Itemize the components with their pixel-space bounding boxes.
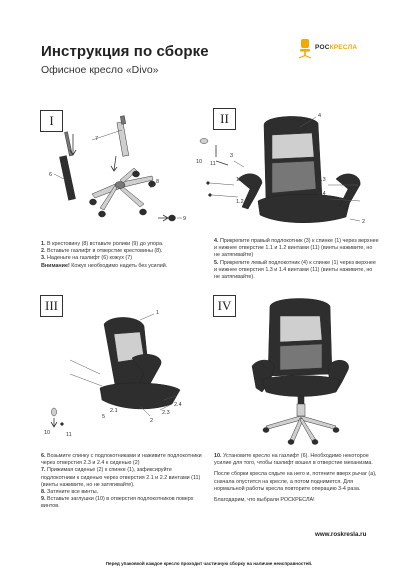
step-2-text <box>214 238 379 281</box>
step-1-label-7: 7 <box>95 136 99 142</box>
step-2-label-3: 3 <box>230 153 234 159</box>
step-4-line: Благодарим, что выбрали РОСКРЕСЛА! <box>214 497 315 504</box>
step-2-illustration <box>196 105 370 230</box>
step-1-numeral: I <box>40 110 63 132</box>
step-3-label-2.4: 2.4 <box>174 402 182 408</box>
step-2-label-1.3: 1.3 <box>318 177 326 183</box>
step-4-line: После сборки кресла сядьте на него и, потяните вверх рычаг (а), сначала опустится на кресле, а потом поднимется. Для нормальной работы кресла повторите операцию 3-4 раза. <box>214 471 377 492</box>
step-1-label-8: 8 <box>156 179 160 185</box>
step-2-label-10: 10 <box>196 159 203 165</box>
step-2-label-1.4: 1.4 <box>318 191 326 197</box>
step-2-label-2: 2 <box>362 219 366 225</box>
step-2-label-1.2: 1.2 <box>236 199 244 205</box>
step-3-label-2: 2 <box>150 418 154 424</box>
step-3-label-2.1: 2.1 <box>110 408 118 414</box>
step-3-line: 9. Вставьте заглушки (10) в отверстия подлокотников поверх винтов. <box>41 496 194 510</box>
step-1-line: 3. Наденьте на газлифт (6) кожух (7) <box>41 255 132 262</box>
step-1-line: Внимание! Кожух необходимо надеть без усилий. <box>41 262 168 269</box>
step-3-label-11: 11 <box>66 432 72 438</box>
five-star-base <box>92 168 153 210</box>
step-3-text <box>41 453 206 511</box>
step-2-line: 5. Прикрепите левый подлокотник (4) к спинке (1) через верхнее и нижнее отверстия 1.3 и 1.4 винтами (11) (винты наживите, но не затягивайте). <box>214 259 376 281</box>
step-2-line: 4. Прикрепите правый подлокотник (3) к спинке (1) через верхнее и нижнее отверстие 1.1 и 1.2 винтами (11) (винты наживите, но не затягивайте) <box>214 238 379 259</box>
step-1-label-6: 6 <box>49 172 53 178</box>
logo-text-dark: РОС <box>315 44 330 51</box>
step-3-label-5: 5 <box>102 414 106 420</box>
step-1-line: 1. В крестовину (8) вставьте ролики (9) до упора. <box>41 241 164 247</box>
page-subtitle: Офисное кресло «Divo» <box>41 64 159 76</box>
step-4-line: 10. Установите кресло на газлифт (6). Необходимо некоторое усилие для того, чтобы газлифт вошел в отверстие механизма. <box>214 453 373 467</box>
footer-note: Перед упаковкой каждое кресло проходит частичную сборку на наличие неисправностей. <box>105 561 313 566</box>
brand-logo <box>315 44 357 51</box>
step-1-line: 2. Вставьте газлифт в отверстие крестовины (8). <box>41 248 163 255</box>
step-3-line: 6. Возьмите спинку с подлокотниками и наживите подлокотники через отверстия 2.3 и 2.4 к сиденью (2) <box>41 453 202 467</box>
step-2-label-1.1: 1.1 <box>236 177 244 183</box>
step-2-numeral: II <box>213 108 236 130</box>
step-3-line: 8. Затяните все винты. <box>41 489 99 496</box>
step-1-text <box>41 241 201 270</box>
step-3-numeral: III <box>40 295 63 317</box>
step-3-label-10: 10 <box>44 430 51 436</box>
step-3-label-1: 1 <box>156 310 160 316</box>
step-3-illustration <box>40 300 205 440</box>
step-4-text <box>214 453 379 504</box>
casters <box>263 428 339 445</box>
step-3-label-2.3: 2.3 <box>162 410 170 416</box>
step-2-label-4: 4 <box>318 113 322 119</box>
logo-text-accent: КРЕСЛА <box>329 44 358 51</box>
step-3-label-2.2: 2.2 <box>168 392 176 398</box>
step-3-line: 7. Прижимая сиденье (2) к спинке (1), зафиксируйте подлокотники к сиденью через отверстия 2.1 и 2.2 винтами (11) (винты наживите, но не затягивайте). <box>41 467 201 488</box>
step-2-label-11: 11 <box>210 161 216 167</box>
step-4-illustration <box>240 296 390 446</box>
website-link[interactable]: www.roskresla.ru <box>315 531 367 538</box>
step-1-label-9: 9 <box>183 216 187 222</box>
five-star-base <box>266 416 336 441</box>
page-title: Инструкция по сборке <box>41 43 209 60</box>
step-4-numeral: IV <box>213 295 236 317</box>
step-1-illustration <box>40 110 190 230</box>
